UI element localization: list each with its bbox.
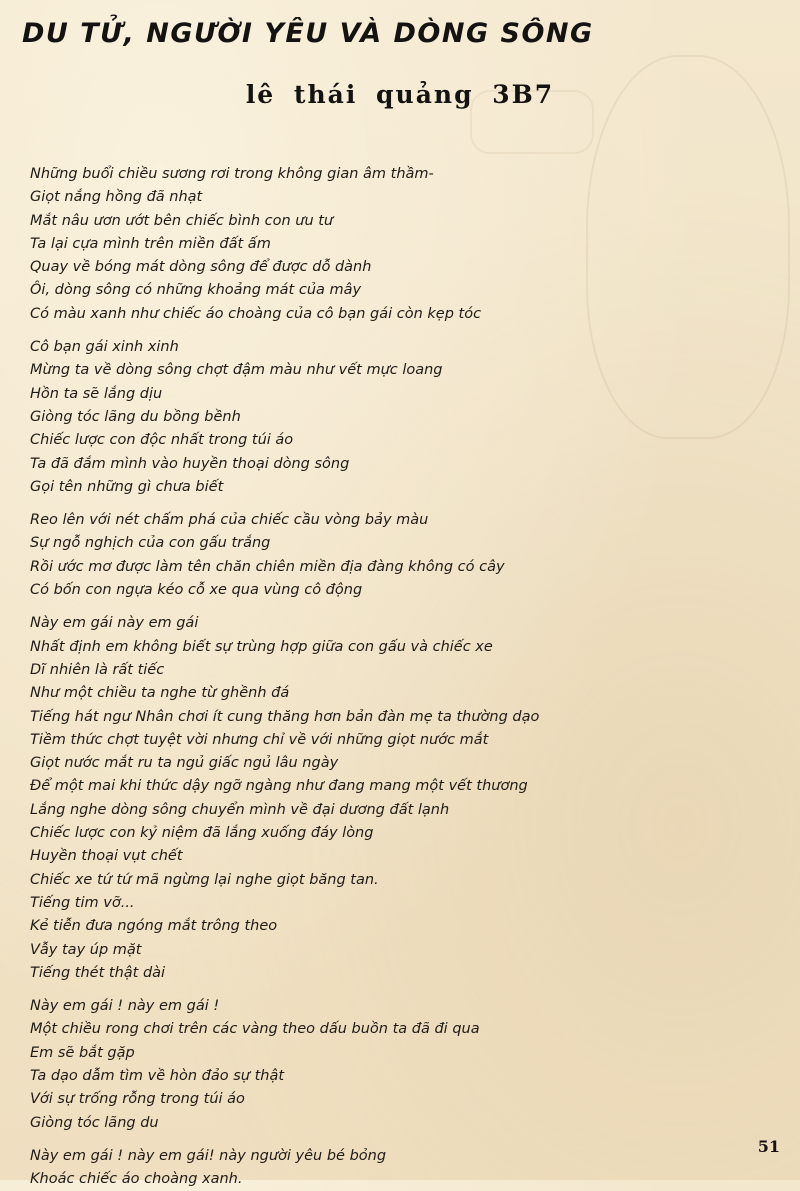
poem-line: Giọt nước mắt ru ta ngủ giấc ngủ lâu ngày xyxy=(30,755,339,772)
poem-line: Chiếc lược con kỷ niệm đã lắng xuống đáy lòng xyxy=(30,825,374,842)
poem-line: Có bốn con ngựa kéo cỗ xe qua vùng cô động xyxy=(30,582,363,599)
poem-line: Chiếc lược con độc nhất trong túi áo xyxy=(30,432,294,449)
poem-line: Ta dạo dẫm tìm về hòn đảo sự thật xyxy=(30,1067,285,1084)
poem-line: Hồn ta sẽ lắng dịu xyxy=(30,385,163,402)
poem-line: Chiếc xe tứ tứ mã ngừng lại nghe giọt băng tan. xyxy=(30,871,379,888)
poem-line: Giòng tóc lãng du bồng bềnh xyxy=(30,408,241,425)
poem-line: Có màu xanh như chiếc áo choàng của cô bạn gái còn kẹp tóc xyxy=(30,305,482,322)
poem-line: Ôi, dòng sông có những khoảng mát của mây xyxy=(30,282,362,299)
poem-line: Như một chiều ta nghe từ ghềnh đá xyxy=(30,685,290,702)
poem-line: Lắng nghe dòng sông chuyển mình về đại dương đất lạnh xyxy=(30,801,450,818)
page-number: 51 xyxy=(757,1137,780,1156)
poem-stanza xyxy=(30,336,790,499)
poem-line: Reo lên với nét chấm phá của chiếc cầu vòng bảy màu xyxy=(30,512,429,529)
poem-line: Quay về bóng mát dòng sông để được dỗ dành xyxy=(30,259,372,276)
poem-line: Mừng ta về dòng sông chợt đậm màu như vết mực loang xyxy=(30,362,443,379)
poem-line: Để một mai khi thức dậy ngỡ ngàng như đang mang một vết thương xyxy=(30,778,528,795)
poem-line: Tiếng hát ngư Nhân chơi ít cung thăng hơn bản đàn mẹ ta thường dạo xyxy=(30,708,540,725)
poem-line: Em sẽ bắt gặp xyxy=(30,1044,135,1061)
poem-line: Cô bạn gái xinh xinh xyxy=(30,339,179,356)
poem-line: Này em gái ! này em gái! này người yêu bé bỏng xyxy=(30,1147,387,1164)
poem-line: Này em gái này em gái xyxy=(30,615,199,632)
poem-line: Nhất định em không biết sự trùng hợp giữa con gấu và chiếc xe xyxy=(30,638,493,655)
poem-stanza xyxy=(30,163,790,326)
poem-line: Với sự trống rỗng trong túi áo xyxy=(30,1091,245,1108)
poem-stanza xyxy=(30,1145,790,1191)
poem-stanza xyxy=(30,995,790,1135)
poem-line: Tiếng tim vỡ... xyxy=(30,894,135,911)
poem-line: Kẻ tiễn đưa ngóng mắt trông theo xyxy=(30,918,278,935)
poem-line: Sự ngỗ nghịch của con gấu trắng xyxy=(30,535,271,552)
poem-line: Vẫy tay úp mặt xyxy=(30,941,142,958)
poem-line: Giọt nắng hồng đã nhạt xyxy=(30,189,203,206)
poem-line: Rồi ước mơ được làm tên chăn chiên miền địa đàng không có cây xyxy=(30,558,505,575)
poem-line: Mắt nâu ươn ướt bên chiếc bình con ưu tư xyxy=(30,212,334,229)
poem-line: Dĩ nhiên là rất tiếc xyxy=(30,661,165,678)
poem-body xyxy=(30,163,790,1191)
poem-line: Tiếng thét thật dài xyxy=(30,964,166,981)
poem-stanza xyxy=(30,612,790,985)
poem-line: Tiềm thức chợt tuyệt vời nhưng chỉ về với những giọt nước mắt xyxy=(30,731,489,748)
poem-line: Ta đã đắm mình vào huyền thoại dòng sông xyxy=(30,455,350,472)
poem-line: Một chiều rong chơi trên các vàng theo dấu buồn ta đã đi qua xyxy=(30,1021,480,1038)
poem-line: Này em gái ! này em gái ! xyxy=(30,998,220,1015)
poem-line: Huyền thoại vụt chết xyxy=(30,848,183,865)
poem-title: DU TỬ, NGƯỜI YÊU VÀ DÒNG SÔNG xyxy=(22,18,594,49)
poem-line: Khoác chiếc áo choàng xanh. xyxy=(30,1171,243,1188)
poem-line: Gọi tên những gì chưa biết xyxy=(30,478,224,495)
poem-author: lê thái quảng 3B7 xyxy=(245,80,555,109)
poem-line: Giòng tóc lãng du xyxy=(30,1114,159,1131)
poem-stanza xyxy=(30,509,790,602)
poem-line: Ta lại cựa mình trên miền đất ấm xyxy=(30,235,271,252)
poem-line: Những buổi chiều sương rơi trong không gian âm thầm- xyxy=(30,166,434,182)
